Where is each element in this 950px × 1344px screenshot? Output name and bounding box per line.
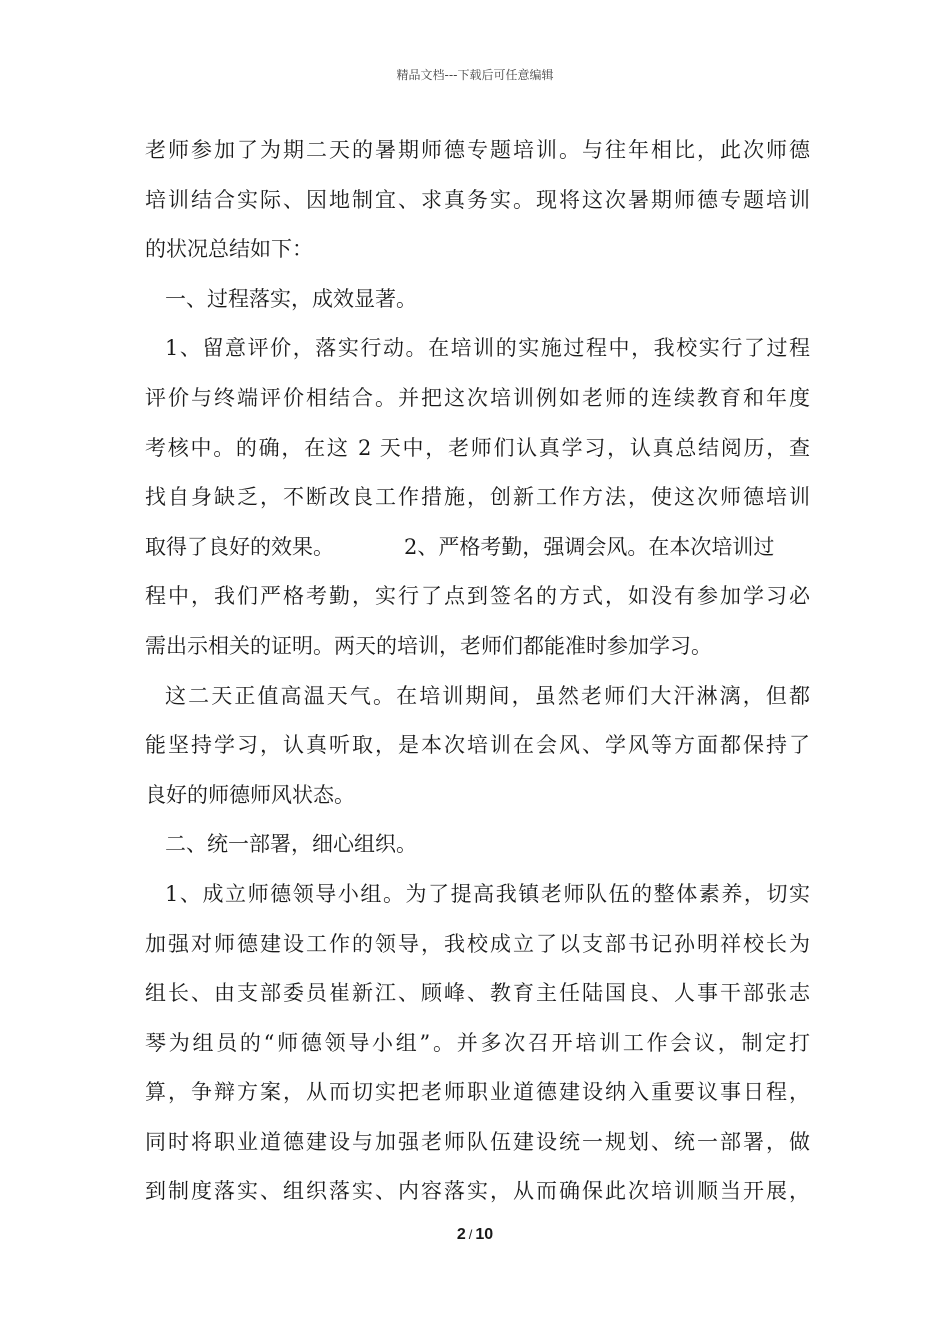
- text-line: 程中，我们严格考勤，实行了点到签名的方式，如没有参加学习必: [145, 584, 810, 609]
- text-line: 能坚持学习，认真听取，是本次培训在会风、学风等方面都保持了: [145, 733, 810, 758]
- text-line: 1、成立师德领导小组。为了提高我镇老师队伍的整体素养，切实: [165, 881, 810, 906]
- text-line: [145, 523, 810, 573]
- text-line: 的状况总结如下：: [145, 237, 313, 262]
- page-separator: /: [468, 1227, 473, 1242]
- text-line: 算，争辩方案，从而切实把老师职业道德建设纳入重要议事日程，: [145, 1080, 810, 1105]
- text-line: 培训结合实际、因地制宜、求真务实。现将这次暑期师德专题培训: [145, 187, 810, 212]
- text-line: 找自身缺乏，不断改良工作措施，创新工作方法，使这次师德培训: [145, 485, 810, 510]
- text-line: 老师参加了为期二天的暑期师德专题培训。与往年相比，此次师德: [145, 138, 810, 162]
- text-line: 组长、由支部委员崔新江、顾峰、教育主任陆国良、人事干部张志: [145, 981, 810, 1006]
- text-line: 需出示相关的证明。两天的培训，老师们都能准时参加学习。: [145, 633, 712, 658]
- text-line: 考核中。的确，在这 2 天中，老师们认真学习，认真总结阅历，查: [145, 435, 810, 460]
- text-line: 同时将职业道德建设与加强老师队伍建设统一规划、统一部署，做: [145, 1129, 810, 1154]
- page-number: [0, 1226, 950, 1244]
- text-line: 加强对师德建设工作的领导，我校成立了以支部书记孙明祥校长为: [145, 931, 810, 956]
- text-segment: 取得了良好的效果。: [145, 534, 334, 559]
- section-heading: 一、过程落实，成效显著。: [165, 286, 417, 311]
- text-line: 评价与终端评价相结合。并把这次培训例如老师的连续教育和年度: [145, 385, 810, 410]
- text-line: 这二天正值高温天气。在培训期间，虽然老师们大汗淋漓，但都: [165, 683, 810, 708]
- text-line: 到制度落实、组织落实、内容落实，从而确保此次培训顺当开展，: [145, 1179, 810, 1204]
- document-body: [145, 126, 810, 1217]
- page-header: 精品文档---下载后可任意编辑: [396, 68, 554, 82]
- section-heading: 二、统一部署，细心组织。: [165, 832, 417, 857]
- text-line: 琴为组员的“师德领导小组”。并多次召开培训工作会议，制定打: [145, 1030, 810, 1055]
- current-page: 2: [456, 1226, 466, 1243]
- text-line: 良好的师德师风状态。: [145, 782, 355, 807]
- total-pages: 10: [475, 1226, 494, 1243]
- text-segment: 2、严格考勤，强调会风。在本次培训过: [404, 534, 775, 559]
- text-line: 1、留意评价，落实行动。在培训的实施过程中，我校实行了过程: [165, 336, 810, 361]
